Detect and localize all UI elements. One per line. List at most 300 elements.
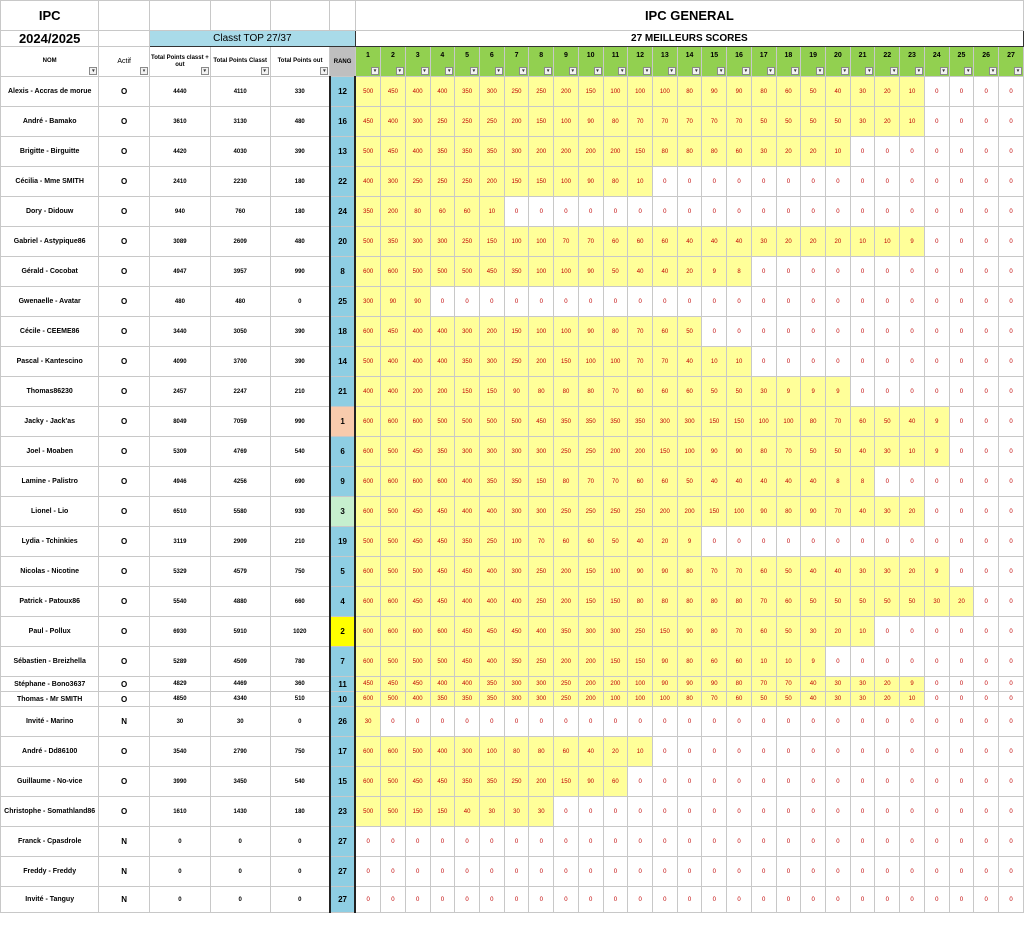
score-cell[interactable]: 0 [875, 737, 900, 767]
score-cell[interactable]: 0 [924, 227, 949, 257]
score-col-header-21[interactable] [850, 47, 875, 77]
score-cell[interactable]: 0 [826, 887, 851, 913]
score-cell[interactable]: 70 [776, 677, 801, 692]
total-classt-cell[interactable]: 4579 [210, 557, 270, 587]
player-name[interactable]: Lamine - Palistro [1, 467, 99, 497]
score-cell[interactable]: 350 [554, 407, 579, 437]
score-col-header-8[interactable] [529, 47, 554, 77]
score-cell[interactable]: 0 [702, 527, 727, 557]
score-cell[interactable]: 0 [924, 887, 949, 913]
score-cell[interactable]: 0 [776, 347, 801, 377]
score-cell[interactable]: 350 [355, 197, 380, 227]
score-cell[interactable]: 80 [677, 587, 702, 617]
score-cell[interactable]: 500 [405, 557, 430, 587]
score-cell[interactable]: 0 [554, 197, 579, 227]
player-name[interactable]: Freddy - Freddy [1, 857, 99, 887]
score-cell[interactable]: 70 [628, 107, 653, 137]
score-cell[interactable]: 0 [924, 107, 949, 137]
score-cell[interactable]: 200 [529, 137, 554, 167]
score-cell[interactable]: 450 [405, 527, 430, 557]
total-classt-cell[interactable]: 4509 [210, 647, 270, 677]
score-cell[interactable]: 200 [554, 77, 579, 107]
score-cell[interactable]: 70 [603, 377, 628, 407]
score-cell[interactable]: 0 [974, 437, 999, 467]
player-name[interactable]: Invité - Marino [1, 707, 99, 737]
score-cell[interactable]: 0 [455, 827, 480, 857]
score-cell[interactable]: 0 [776, 857, 801, 887]
score-cell[interactable]: 150 [578, 77, 603, 107]
score-cell[interactable]: 30 [850, 107, 875, 137]
total-out-cell[interactable]: 6930 [150, 617, 211, 647]
filter-dropdown-icon[interactable]: ▾ [940, 67, 948, 75]
score-cell[interactable]: 0 [900, 527, 925, 557]
filter-dropdown-icon[interactable]: ▾ [470, 67, 478, 75]
score-cell[interactable]: 200 [652, 497, 677, 527]
score-cell[interactable]: 0 [751, 287, 776, 317]
score-cell[interactable]: 0 [999, 557, 1024, 587]
score-cell[interactable]: 70 [677, 107, 702, 137]
actif-cell[interactable]: O [99, 197, 150, 227]
score-cell[interactable]: 0 [776, 317, 801, 347]
actif-cell[interactable]: O [99, 647, 150, 677]
player-name[interactable]: Nicolas - Nicotine [1, 557, 99, 587]
score-cell[interactable]: 100 [554, 167, 579, 197]
filter-dropdown-icon[interactable]: ▾ [445, 67, 453, 75]
points-out-cell[interactable]: 540 [270, 767, 330, 797]
score-cell[interactable]: 200 [578, 677, 603, 692]
score-cell[interactable]: 0 [949, 677, 974, 692]
score-cell[interactable]: 0 [924, 857, 949, 887]
score-cell[interactable]: 150 [479, 377, 504, 407]
filter-dropdown-icon[interactable]: ▾ [989, 67, 997, 75]
score-cell[interactable]: 20 [949, 587, 974, 617]
filter-dropdown-icon[interactable]: ▾ [320, 67, 328, 75]
score-cell[interactable]: 0 [949, 887, 974, 913]
score-cell[interactable]: 0 [479, 827, 504, 857]
score-cell[interactable]: 0 [999, 137, 1024, 167]
score-cell[interactable]: 200 [554, 587, 579, 617]
score-cell[interactable]: 200 [578, 137, 603, 167]
score-cell[interactable]: 0 [875, 827, 900, 857]
score-cell[interactable]: 40 [751, 467, 776, 497]
score-cell[interactable]: 450 [529, 407, 554, 437]
score-cell[interactable]: 0 [504, 707, 529, 737]
actif-cell[interactable]: N [99, 857, 150, 887]
score-cell[interactable]: 0 [801, 287, 826, 317]
score-cell[interactable]: 0 [875, 647, 900, 677]
score-cell[interactable]: 250 [603, 497, 628, 527]
score-cell[interactable]: 0 [776, 167, 801, 197]
score-cell[interactable]: 70 [702, 107, 727, 137]
total-classt-cell[interactable]: 5580 [210, 497, 270, 527]
score-cell[interactable]: 200 [554, 557, 579, 587]
score-cell[interactable]: 60 [652, 467, 677, 497]
score-cell[interactable]: 20 [900, 557, 925, 587]
score-cell[interactable]: 50 [826, 107, 851, 137]
score-cell[interactable]: 250 [479, 527, 504, 557]
score-cell[interactable]: 300 [504, 677, 529, 692]
score-cell[interactable]: 150 [529, 167, 554, 197]
score-cell[interactable]: 0 [974, 107, 999, 137]
total-classt-cell[interactable]: 4256 [210, 467, 270, 497]
score-cell[interactable]: 90 [405, 287, 430, 317]
points-out-cell[interactable]: 390 [270, 137, 330, 167]
score-cell[interactable]: 0 [900, 797, 925, 827]
actif-cell[interactable]: O [99, 437, 150, 467]
score-col-header-18[interactable] [776, 47, 801, 77]
score-cell[interactable]: 0 [529, 287, 554, 317]
player-name[interactable]: Joel - Moaben [1, 437, 99, 467]
score-cell[interactable]: 0 [455, 887, 480, 913]
score-cell[interactable]: 450 [479, 617, 504, 647]
player-name[interactable]: Guillaume - No-vice [1, 767, 99, 797]
score-cell[interactable]: 0 [924, 287, 949, 317]
filter-dropdown-icon[interactable]: ▾ [421, 67, 429, 75]
score-cell[interactable]: 30 [850, 77, 875, 107]
score-cell[interactable]: 450 [381, 77, 406, 107]
score-cell[interactable]: 50 [900, 587, 925, 617]
score-cell[interactable]: 60 [652, 227, 677, 257]
score-cell[interactable]: 500 [381, 767, 406, 797]
score-cell[interactable]: 80 [801, 407, 826, 437]
score-cell[interactable]: 500 [355, 137, 380, 167]
score-cell[interactable]: 300 [529, 692, 554, 707]
score-cell[interactable]: 0 [875, 707, 900, 737]
score-cell[interactable]: 0 [776, 197, 801, 227]
score-cell[interactable]: 0 [776, 707, 801, 737]
score-cell[interactable]: 90 [578, 107, 603, 137]
score-cell[interactable]: 10 [900, 692, 925, 707]
score-cell[interactable]: 0 [381, 857, 406, 887]
points-out-cell[interactable]: 510 [270, 692, 330, 707]
score-cell[interactable]: 0 [751, 737, 776, 767]
rang-cell[interactable]: 13 [330, 137, 355, 167]
score-cell[interactable]: 500 [504, 407, 529, 437]
score-cell[interactable]: 0 [578, 827, 603, 857]
score-cell[interactable]: 0 [801, 767, 826, 797]
score-col-header-14[interactable] [677, 47, 702, 77]
score-cell[interactable]: 50 [875, 407, 900, 437]
score-cell[interactable]: 0 [949, 227, 974, 257]
score-cell[interactable]: 10 [727, 347, 752, 377]
score-cell[interactable]: 0 [999, 827, 1024, 857]
points-out-cell[interactable]: 0 [270, 827, 330, 857]
score-cell[interactable]: 20 [801, 137, 826, 167]
score-cell[interactable]: 0 [504, 827, 529, 857]
score-cell[interactable]: 500 [405, 257, 430, 287]
score-cell[interactable]: 0 [999, 257, 1024, 287]
filter-dropdown-icon[interactable]: ▾ [519, 67, 527, 75]
col-header-nom[interactable]: NOM ▾ [1, 47, 99, 77]
score-cell[interactable]: 350 [554, 617, 579, 647]
score-cell[interactable]: 0 [751, 887, 776, 913]
score-cell[interactable]: 0 [405, 887, 430, 913]
score-cell[interactable]: 200 [479, 317, 504, 347]
score-cell[interactable]: 0 [850, 827, 875, 857]
score-cell[interactable]: 60 [702, 647, 727, 677]
score-cell[interactable]: 350 [455, 527, 480, 557]
score-cell[interactable]: 40 [801, 557, 826, 587]
score-cell[interactable]: 0 [776, 827, 801, 857]
score-cell[interactable]: 80 [529, 737, 554, 767]
actif-cell[interactable]: O [99, 107, 150, 137]
score-cell[interactable]: 0 [529, 197, 554, 227]
score-cell[interactable]: 600 [381, 407, 406, 437]
score-cell[interactable]: 0 [826, 287, 851, 317]
rang-cell[interactable]: 26 [330, 707, 355, 737]
score-cell[interactable]: 600 [405, 407, 430, 437]
score-cell[interactable]: 100 [504, 527, 529, 557]
score-cell[interactable]: 90 [727, 77, 752, 107]
score-cell[interactable]: 0 [924, 347, 949, 377]
score-cell[interactable]: 400 [430, 347, 455, 377]
score-cell[interactable]: 100 [554, 257, 579, 287]
score-cell[interactable]: 450 [479, 257, 504, 287]
total-classt-cell[interactable]: 4340 [210, 692, 270, 707]
score-cell[interactable]: 0 [751, 317, 776, 347]
score-cell[interactable]: 600 [355, 407, 380, 437]
score-cell[interactable]: 0 [974, 317, 999, 347]
score-cell[interactable]: 0 [850, 797, 875, 827]
score-cell[interactable]: 9 [900, 677, 925, 692]
score-cell[interactable]: 30 [751, 137, 776, 167]
score-cell[interactable]: 30 [875, 557, 900, 587]
rang-cell[interactable]: 11 [330, 677, 355, 692]
score-cell[interactable]: 250 [455, 167, 480, 197]
points-out-cell[interactable]: 180 [270, 797, 330, 827]
score-cell[interactable]: 10 [900, 437, 925, 467]
score-cell[interactable]: 0 [801, 887, 826, 913]
score-cell[interactable]: 80 [504, 737, 529, 767]
rang-cell[interactable]: 22 [330, 167, 355, 197]
score-cell[interactable]: 0 [949, 857, 974, 887]
score-cell[interactable]: 40 [826, 77, 851, 107]
score-cell[interactable]: 0 [355, 827, 380, 857]
score-cell[interactable]: 0 [652, 167, 677, 197]
total-out-cell[interactable]: 3990 [150, 767, 211, 797]
score-cell[interactable]: 10 [826, 137, 851, 167]
score-col-header-25[interactable] [949, 47, 974, 77]
score-cell[interactable]: 40 [900, 407, 925, 437]
score-cell[interactable]: 300 [381, 167, 406, 197]
score-cell[interactable]: 0 [677, 707, 702, 737]
score-cell[interactable]: 50 [677, 467, 702, 497]
score-cell[interactable]: 0 [355, 857, 380, 887]
rang-cell[interactable]: 14 [330, 347, 355, 377]
score-cell[interactable]: 150 [652, 617, 677, 647]
score-cell[interactable]: 0 [727, 317, 752, 347]
score-cell[interactable]: 0 [801, 257, 826, 287]
score-cell[interactable]: 0 [900, 887, 925, 913]
score-cell[interactable]: 0 [405, 857, 430, 887]
filter-dropdown-icon[interactable]: ▾ [767, 67, 775, 75]
player-name[interactable]: Christophe - Somathland86 [1, 797, 99, 827]
filter-dropdown-icon[interactable]: ▾ [791, 67, 799, 75]
filter-dropdown-icon[interactable]: ▾ [261, 67, 269, 75]
score-cell[interactable]: 100 [529, 317, 554, 347]
score-cell[interactable]: 600 [355, 317, 380, 347]
filter-dropdown-icon[interactable]: ▾ [890, 67, 898, 75]
score-cell[interactable]: 30 [850, 692, 875, 707]
score-cell[interactable]: 0 [999, 857, 1024, 887]
score-cell[interactable]: 250 [628, 617, 653, 647]
total-out-cell[interactable]: 30 [150, 707, 211, 737]
score-cell[interactable]: 250 [455, 107, 480, 137]
score-cell[interactable]: 300 [405, 107, 430, 137]
filter-dropdown-icon[interactable]: ▾ [1014, 67, 1022, 75]
score-cell[interactable]: 20 [677, 257, 702, 287]
total-out-cell[interactable]: 0 [150, 887, 211, 913]
score-cell[interactable]: 350 [479, 467, 504, 497]
score-cell[interactable]: 0 [826, 347, 851, 377]
score-cell[interactable]: 0 [900, 647, 925, 677]
score-cell[interactable]: 250 [529, 587, 554, 617]
score-cell[interactable]: 350 [578, 407, 603, 437]
actif-cell[interactable]: O [99, 377, 150, 407]
player-name[interactable]: Gabriel - Astypique86 [1, 227, 99, 257]
score-cell[interactable]: 150 [529, 107, 554, 137]
score-cell[interactable]: 150 [603, 647, 628, 677]
total-out-cell[interactable]: 940 [150, 197, 211, 227]
filter-dropdown-icon[interactable]: ▾ [569, 67, 577, 75]
score-cell[interactable]: 0 [826, 767, 851, 797]
score-cell[interactable]: 0 [924, 617, 949, 647]
score-cell[interactable]: 100 [504, 227, 529, 257]
score-cell[interactable]: 400 [504, 587, 529, 617]
score-cell[interactable]: 9 [801, 647, 826, 677]
score-cell[interactable]: 0 [751, 527, 776, 557]
score-cell[interactable]: 100 [603, 557, 628, 587]
score-cell[interactable]: 0 [603, 707, 628, 737]
score-cell[interactable]: 450 [381, 677, 406, 692]
col-header-points-out[interactable]: Total Points out ▾ [270, 47, 330, 77]
score-cell[interactable]: 9 [801, 377, 826, 407]
rang-cell[interactable]: 27 [330, 827, 355, 857]
score-cell[interactable]: 70 [776, 437, 801, 467]
score-cell[interactable]: 200 [603, 677, 628, 692]
total-classt-cell[interactable]: 2230 [210, 167, 270, 197]
player-name[interactable]: Gwenaelle - Avatar [1, 287, 99, 317]
score-cell[interactable]: 10 [900, 107, 925, 137]
score-cell[interactable]: 90 [801, 497, 826, 527]
score-cell[interactable]: 100 [603, 347, 628, 377]
score-cell[interactable]: 150 [504, 167, 529, 197]
score-cell[interactable]: 600 [381, 467, 406, 497]
score-cell[interactable]: 40 [801, 692, 826, 707]
score-cell[interactable]: 500 [355, 797, 380, 827]
score-cell[interactable]: 0 [900, 707, 925, 737]
score-cell[interactable]: 0 [999, 407, 1024, 437]
score-cell[interactable]: 80 [677, 647, 702, 677]
filter-dropdown-icon[interactable]: ▾ [841, 67, 849, 75]
score-cell[interactable]: 0 [900, 137, 925, 167]
score-cell[interactable]: 60 [578, 527, 603, 557]
score-cell[interactable]: 250 [578, 497, 603, 527]
actif-cell[interactable]: O [99, 677, 150, 692]
score-cell[interactable]: 250 [554, 497, 579, 527]
score-cell[interactable]: 50 [776, 692, 801, 707]
score-cell[interactable]: 100 [628, 77, 653, 107]
score-cell[interactable]: 0 [430, 827, 455, 857]
score-cell[interactable]: 350 [504, 647, 529, 677]
score-cell[interactable]: 400 [529, 617, 554, 647]
score-cell[interactable]: 600 [381, 587, 406, 617]
player-name[interactable]: Franck - Cpasdrole [1, 827, 99, 857]
player-name[interactable]: André - Bamako [1, 107, 99, 137]
score-cell[interactable]: 0 [751, 197, 776, 227]
score-cell[interactable]: 0 [949, 737, 974, 767]
score-cell[interactable]: 0 [875, 377, 900, 407]
player-name[interactable]: Lionel - Lio [1, 497, 99, 527]
score-cell[interactable]: 0 [776, 887, 801, 913]
score-cell[interactable]: 70 [751, 677, 776, 692]
total-out-cell[interactable]: 5540 [150, 587, 211, 617]
score-cell[interactable]: 0 [850, 857, 875, 887]
score-cell[interactable]: 90 [652, 647, 677, 677]
score-cell[interactable]: 70 [628, 347, 653, 377]
score-cell[interactable]: 50 [776, 617, 801, 647]
points-out-cell[interactable]: 750 [270, 737, 330, 767]
score-cell[interactable]: 0 [578, 887, 603, 913]
score-cell[interactable]: 9 [924, 557, 949, 587]
score-cell[interactable]: 200 [381, 197, 406, 227]
score-cell[interactable]: 600 [405, 617, 430, 647]
total-out-cell[interactable]: 3440 [150, 317, 211, 347]
score-cell[interactable]: 250 [479, 107, 504, 137]
score-cell[interactable]: 0 [875, 767, 900, 797]
score-cell[interactable]: 0 [850, 167, 875, 197]
total-out-cell[interactable]: 4829 [150, 677, 211, 692]
score-cell[interactable]: 0 [900, 617, 925, 647]
score-cell[interactable]: 50 [801, 587, 826, 617]
score-cell[interactable]: 0 [776, 767, 801, 797]
score-cell[interactable]: 9 [924, 407, 949, 437]
score-cell[interactable]: 0 [801, 197, 826, 227]
actif-cell[interactable]: O [99, 587, 150, 617]
score-cell[interactable]: 0 [924, 137, 949, 167]
score-cell[interactable]: 0 [652, 887, 677, 913]
score-cell[interactable]: 0 [924, 317, 949, 347]
score-cell[interactable]: 0 [776, 527, 801, 557]
score-cell[interactable]: 0 [999, 617, 1024, 647]
score-cell[interactable]: 70 [529, 527, 554, 557]
score-cell[interactable]: 70 [702, 557, 727, 587]
score-col-header-17[interactable] [751, 47, 776, 77]
score-cell[interactable]: 0 [702, 707, 727, 737]
score-cell[interactable]: 450 [381, 317, 406, 347]
score-cell[interactable]: 0 [900, 737, 925, 767]
score-cell[interactable]: 0 [801, 527, 826, 557]
score-cell[interactable]: 500 [405, 737, 430, 767]
score-cell[interactable]: 50 [875, 587, 900, 617]
score-cell[interactable]: 300 [529, 497, 554, 527]
score-cell[interactable]: 0 [949, 137, 974, 167]
total-classt-cell[interactable]: 3130 [210, 107, 270, 137]
total-out-cell[interactable]: 3540 [150, 737, 211, 767]
score-cell[interactable]: 0 [974, 347, 999, 377]
score-cell[interactable]: 200 [405, 377, 430, 407]
score-cell[interactable]: 0 [974, 827, 999, 857]
score-cell[interactable]: 70 [652, 347, 677, 377]
score-cell[interactable]: 0 [727, 737, 752, 767]
score-cell[interactable]: 0 [702, 767, 727, 797]
score-cell[interactable]: 0 [702, 167, 727, 197]
score-cell[interactable]: 10 [875, 227, 900, 257]
score-cell[interactable]: 0 [826, 317, 851, 347]
score-cell[interactable]: 0 [900, 317, 925, 347]
score-cell[interactable]: 0 [974, 77, 999, 107]
score-cell[interactable]: 40 [702, 227, 727, 257]
